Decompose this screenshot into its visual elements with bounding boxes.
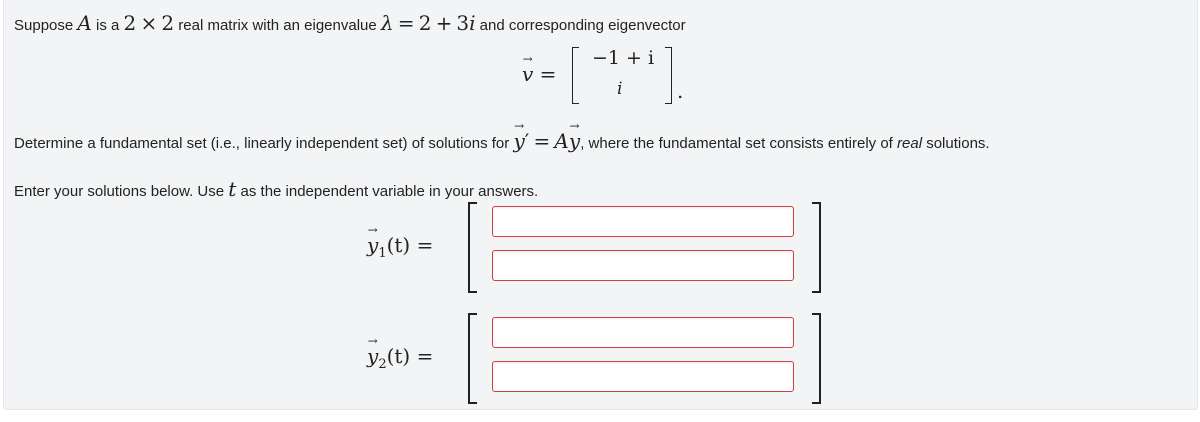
solution-2-subscript: 2 <box>378 357 387 372</box>
intro-text-3: real matrix with an eigenvalue <box>178 17 377 34</box>
solution-1-component-2-input[interactable] <box>492 250 794 281</box>
determine-text-1: Determine a fundamental set (i.e., linearly independent set) of solutions for <box>14 135 510 152</box>
independent-var: t <box>228 177 237 201</box>
vector-arrow: → <box>514 119 525 133</box>
dim-2: 2 <box>161 11 175 35</box>
solution-2-component-1-input[interactable] <box>492 317 794 348</box>
solution-2-label <box>367 334 434 372</box>
solution-2-right-bracket <box>812 313 821 404</box>
prime-symbol: ′ <box>524 129 530 153</box>
vector-arrow: → <box>569 119 580 133</box>
lambda-symbol: λ <box>380 11 394 35</box>
determine-text-3: solutions. <box>926 135 990 152</box>
eigenvalue-imag-coef: 3 <box>456 11 470 35</box>
determine-emphasis: real <box>897 135 923 152</box>
determine-line <box>14 119 990 153</box>
solution-1-right-bracket <box>812 202 821 293</box>
imag-unit: i <box>469 11 476 35</box>
y-vector-symbol: y <box>513 129 525 153</box>
equals-sign: = <box>397 11 415 35</box>
times-sign: × <box>140 11 158 35</box>
matrix-var: A <box>77 11 92 35</box>
vector-arrow: → <box>367 223 378 237</box>
solution-1-left-bracket <box>468 202 477 293</box>
solution-2-y: y <box>367 344 379 368</box>
plus-sign: + <box>435 11 453 35</box>
eigenvector-name <box>522 52 557 86</box>
determine-equals: = <box>533 129 551 153</box>
intro-line <box>14 11 686 35</box>
enter-text-1: Enter your solutions below. Use <box>14 183 225 200</box>
intro-text-2: is a <box>96 17 120 34</box>
eigenvector-left-bracket <box>572 47 579 104</box>
eigenvector-entry-bottom: i <box>617 79 623 99</box>
solution-1-component-1-input[interactable] <box>492 206 794 237</box>
intro-text-4: and corresponding eigenvector <box>479 17 686 34</box>
eigenvector-period: . <box>677 79 684 103</box>
dim-1: 2 <box>123 11 137 35</box>
solution-2-component-2-input[interactable] <box>492 361 794 392</box>
solution-1-equals: = <box>416 233 434 257</box>
vector-arrow: → <box>367 334 378 348</box>
y-vector-symbol-rhs: y <box>568 129 581 153</box>
solution-1-subscript: 1 <box>378 246 387 261</box>
enter-text-2: as the independent variable in your answers. <box>240 183 539 200</box>
solution-2-arg: (t) <box>386 344 411 368</box>
eigenvector-equals: = <box>539 62 557 86</box>
vector-arrow: → <box>522 52 533 66</box>
determine-text-2: , where the fundamental set consists entirely of <box>580 135 893 152</box>
solution-1-y: y <box>367 233 379 257</box>
solution-1-label <box>367 223 434 261</box>
eigenvalue-real: 2 <box>418 11 432 35</box>
eigenvector-right-bracket <box>665 47 672 104</box>
intro-text-1: Suppose <box>14 17 74 34</box>
solution-1-arg: (t) <box>386 233 411 257</box>
solution-2-left-bracket <box>468 313 477 404</box>
solution-2-equals: = <box>416 344 434 368</box>
enter-line <box>14 177 538 201</box>
eigenvector-entry-top: −1 + i <box>592 47 655 69</box>
eigenvector-symbol: v <box>522 62 534 86</box>
determine-matrix-var: A <box>554 129 569 153</box>
